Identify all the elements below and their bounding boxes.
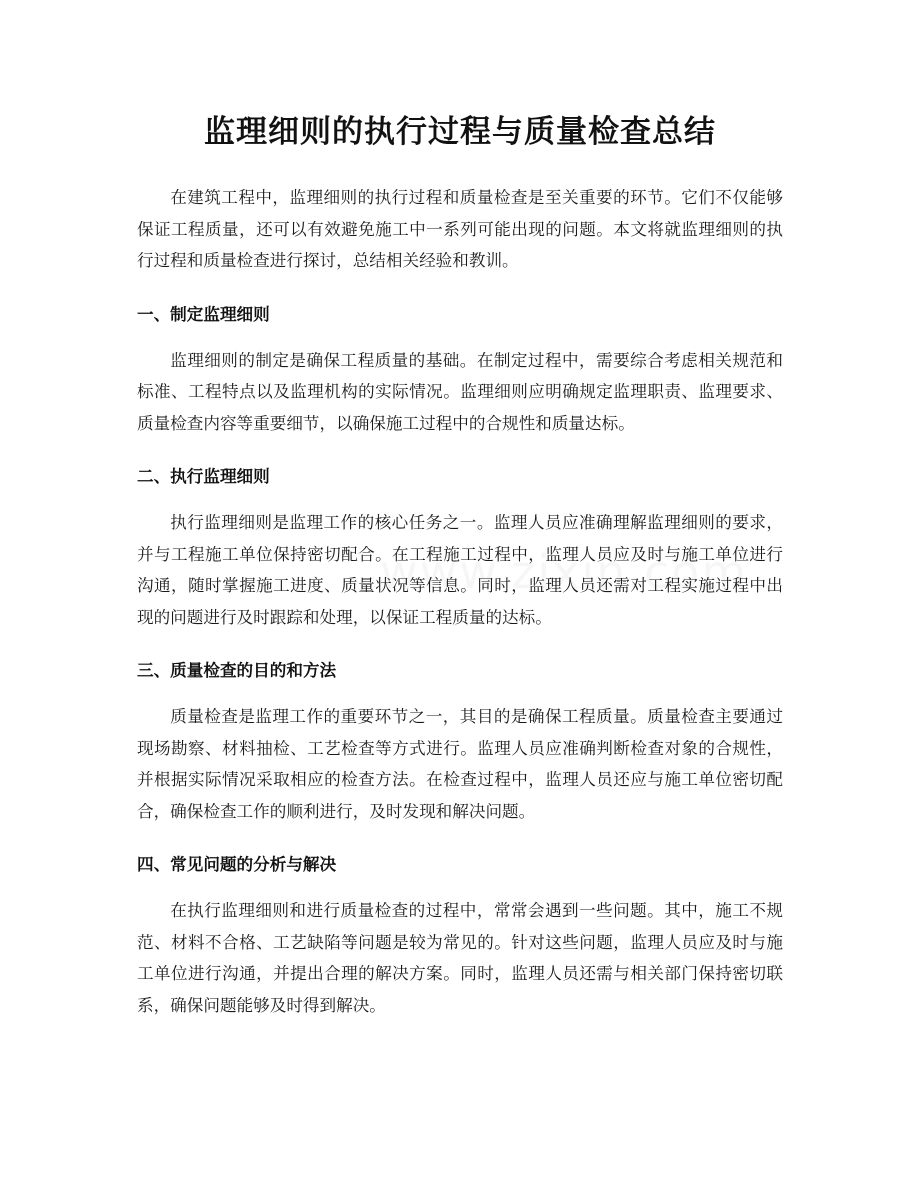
document-title: 监理细则的执行过程与质量检查总结 (204, 114, 716, 150)
section-body: 在执行监理细则和进行质量检查的过程中，常常会遇到一些问题。其中，施工不规范、材料不合格、工艺缺陷等问题是较为常见的。针对这些问题，监理人员应及时与施工单位进行沟通，并提出合理的解决方案。同时，监理人员还需与相关部门保持密切联系，确保问题能够及时得到解决。 (137, 901, 783, 1015)
section-heading: 三、质量检查的目的和方法 (137, 661, 337, 680)
section-body: 质量检查是监理工作的重要环节之一，其目的是确保工程质量。质量检查主要通过现场勘察、材料抽检、工艺检查等方式进行。监理人员应准确判断检查对象的合规性，并根据实际情况采取相应的检查方法。在检查过程中，监理人员还应与施工单位密切配合，确保检查工作的顺利进行，及时发现和解决问题。 (137, 707, 783, 821)
section-heading: 一、制定监理细则 (137, 304, 270, 324)
section-3 (137, 659, 783, 827)
section-4 (137, 853, 783, 1021)
section-1 (137, 303, 783, 440)
section-body: 监理细则的制定是确保工程质量的基础。在制定过程中，需要综合考虑相关规范和标准、工程特点以及监理机构的实际情况。监理细则应明确规定监理职责、监理要求、质量检查内容等重要细节，以确保施工过程中的合规性和质量达标。 (137, 350, 783, 433)
section-heading: 四、常见问题的分析与解决 (137, 855, 337, 874)
section-heading: 二、执行监理细则 (137, 467, 270, 486)
section-2 (137, 465, 783, 633)
section-body: 执行监理细则是监理工作的核心任务之一。监理人员应准确理解监理细则的要求，并与工程施工单位保持密切配合。在工程施工过程中，监理人员应及时与施工单位进行沟通，随时掌握施工进度、质量状况等信息。同时，监理人员还需对工程实施过程中出现的问题进行及时跟踪和处理，以保证工程质量的达标。 (137, 513, 783, 627)
intro-paragraph: 在建筑工程中，监理细则的执行过程和质量检查是至关重要的环节。它们不仅能够保证工程质量，还可以有效避免施工中一系列可能出现的问题。本文将就监理细则的执行过程和质量检查进行探讨，总结相关经验和教训。 (137, 188, 783, 270)
